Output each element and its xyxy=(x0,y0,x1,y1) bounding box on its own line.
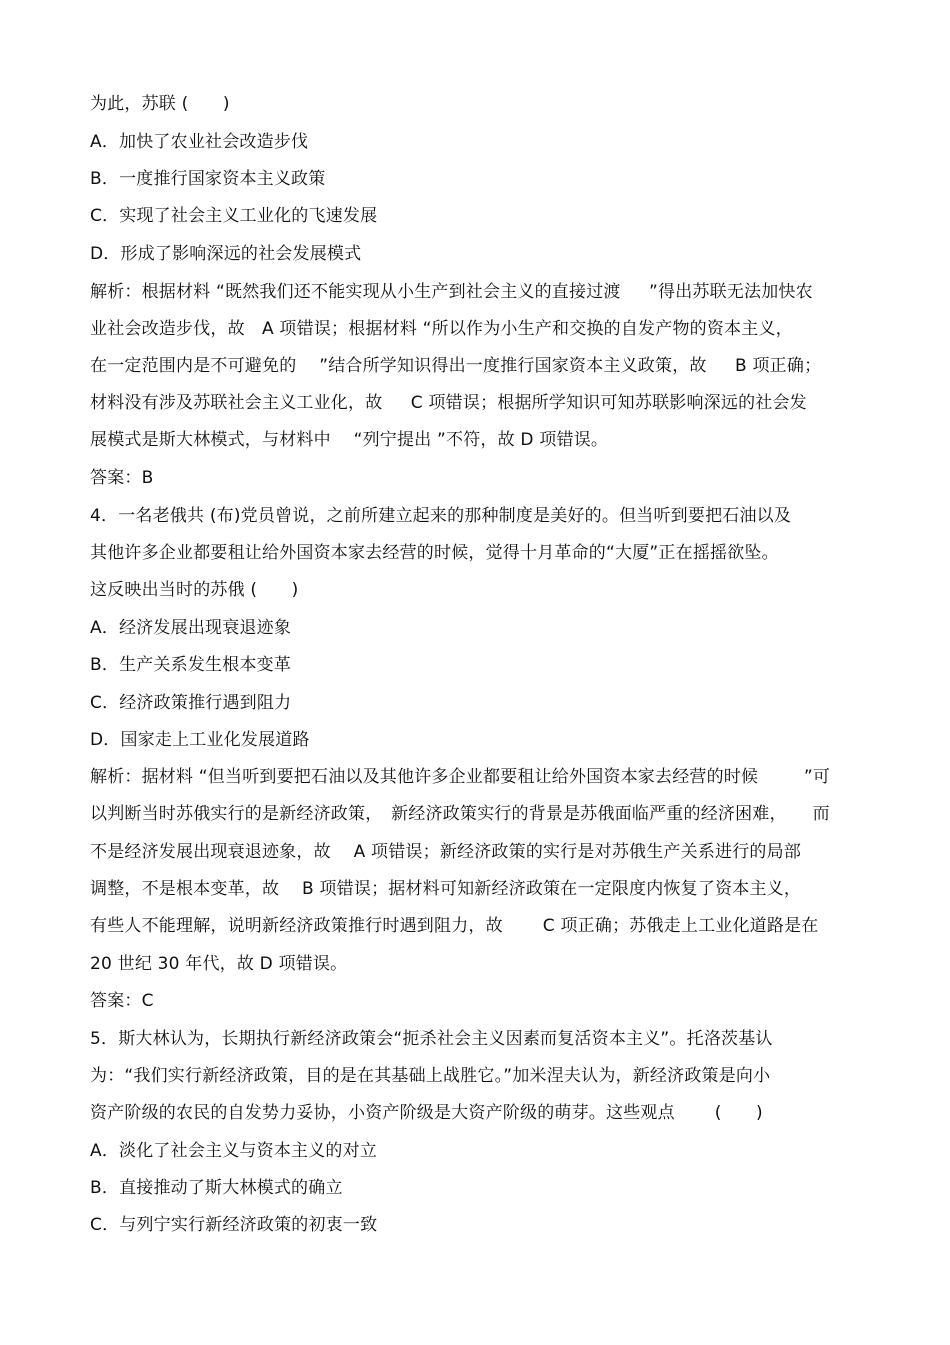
question-4-line-3: 这反映出当时的苏俄 ( ) xyxy=(90,580,299,600)
option-4c: C．经济政策推行遇到阻力 xyxy=(90,693,292,713)
option-4a: A．经济发展出现衰退迹象 xyxy=(90,618,292,638)
option-5a: A．淡化了社会主义与资本主义的对立 xyxy=(90,1141,378,1161)
option-3b: B．一度推行国家资本主义政策 xyxy=(90,169,326,189)
analysis-4-line-4: 调整，不是根本变革，故 B 项错误；据材料可知新经济政策在一定限度内恢复了资本主义， xyxy=(90,879,802,899)
option-3d: D．形成了影响深远的社会发展模式 xyxy=(90,244,362,264)
option-3c: C．实现了社会主义工业化的飞速发展 xyxy=(90,206,378,226)
analysis-4-line-1: 解析：据材料 “但当听到要把石油以及其他许多企业都要租让给外国资本家去经营的时候 ”可 xyxy=(90,767,831,787)
analysis-3-line-1: 解析：根据材料 “既然我们还不能实现从小生产到社会主义的直接过渡 ”得出苏联无法加快农 xyxy=(90,282,813,302)
analysis-3-line-2: 业社会改造步伐，故 A 项错误；根据材料 “所以作为小生产和交换的自发产物的资本主义， xyxy=(90,319,793,339)
question-4-line-1: 4．一名老俄共 (布)党员曾说，之前所建立起来的那种制度是美好的。但当听到要把石油以及 xyxy=(90,506,792,526)
answer-3: 答案：B xyxy=(90,468,154,488)
answer-4: 答案：C xyxy=(90,991,154,1011)
analysis-3-line-4: 材料没有涉及苏联社会主义工业化，故 C 项错误；根据所学知识可知苏联影响深远的社会发 xyxy=(90,393,807,413)
option-4b: B．生产关系发生根本变革 xyxy=(90,655,292,675)
option-3a: A．加快了农业社会改造步伐 xyxy=(90,132,309,152)
analysis-3-line-3: 在一定范围内是不可避免的 ”结合所学知识得出一度推行国家资本主义政策，故 B 项正确； xyxy=(90,356,822,376)
question-5-line-2: 为：“我们实行新经济政策，目的是在其基础上战胜它。”加米涅夫认为，新经济政策是向小 xyxy=(90,1066,771,1086)
option-5c: C．与列宁实行新经济政策的初衷一致 xyxy=(90,1215,378,1235)
analysis-4-line-6: 20 世纪 30 年代，故 D 项错误。 xyxy=(90,954,348,974)
option-4d: D．国家走上工业化发展道路 xyxy=(90,730,310,750)
question-5-line-1: 5．斯大林认为，长期执行新经济政策会“扼杀社会主义因素而复活资本主义”。托洛茨基认 xyxy=(90,1029,773,1049)
analysis-3-line-5: 展模式是斯大林模式，与材料中 “列宁提出 ”不符，故 D 项错误。 xyxy=(90,430,609,450)
question-3-stem-end: 为此，苏联 ( ) xyxy=(90,94,230,114)
option-5b: B．直接推动了斯大林模式的确立 xyxy=(90,1178,343,1198)
question-5-line-3: 资产阶级的农民的自发势力妥协，小资产阶级是大资产阶级的萌芽。这些观点 ( ) xyxy=(90,1103,763,1123)
analysis-4-line-3: 不是经济发展出现衰退迹象，故 A 项错误；新经济政策的实行是对苏俄生产关系进行的局部 xyxy=(90,842,802,862)
analysis-4-line-5: 有些人不能理解，说明新经济政策推行时遇到阻力，故 C 项正确；苏俄走上工业化道路是在 xyxy=(90,916,819,936)
analysis-4-line-2: 以判断当时苏俄实行的是新经济政策， 新经济政策实行的背景是苏俄面临严重的经济困难， 而 xyxy=(90,804,830,824)
question-4-line-2: 其他许多企业都要租让给外国资本家去经营的时候，觉得十月革命的“大厦”正在摇摇欲坠。 xyxy=(90,543,779,563)
